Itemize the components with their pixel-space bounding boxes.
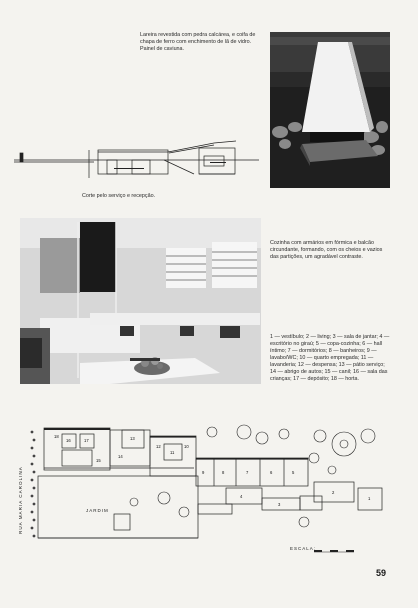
section-caption: Corte pelo serviço e recepção.: [82, 193, 156, 199]
room-number-17: 17: [84, 438, 89, 443]
page-number: 59: [376, 568, 387, 578]
room-number-5: 5: [292, 470, 295, 475]
room-number-15: 15: [96, 458, 101, 463]
room-number-13: 13: [130, 436, 135, 441]
room-number-8: 8: [222, 470, 225, 475]
floor-plan: [14, 418, 392, 568]
room-number-18: 18: [54, 434, 59, 439]
room-number-3: 3: [278, 502, 281, 507]
room-legend: 1 — vestíbulo; 2 — living; 3 — sala de jantar; 4 — escritório no giraú; 5 — copa-cozinha; 6 — hall íntimo; 7 — dormitórios; 8 — banheiros; 9 — lavabo/WC; 10 — quarto empregada; 11 — lavanderia; 12 — despensa; 13 — pátio serviço; 14 — abrigo de autos; 15 — canil; 16 — sala das crianças; 17 — depósito; 18 — horta.: [270, 334, 390, 382]
section-drawing: [14, 138, 262, 188]
room-number-1: 1: [368, 496, 371, 501]
fireplace-photo: [270, 32, 390, 188]
kitchen-caption: Cozinha com armários em fórmica e balcão circundante, formando, com os cheios e vazios das partições, um agradável contraste.: [270, 240, 383, 260]
room-number-14: 14: [118, 454, 123, 459]
room-number-9: 9: [202, 470, 205, 475]
room-number-6: 6: [270, 470, 273, 475]
kitchen-photo: [20, 218, 261, 384]
room-number-4: 4: [240, 494, 243, 499]
garden-label: JARDIM: [86, 508, 109, 513]
room-number-10: 10: [184, 444, 189, 449]
street-label: RUA MARIA CAROLINA: [18, 466, 23, 534]
room-number-12: 12: [156, 444, 161, 449]
room-number-7: 7: [246, 470, 249, 475]
room-number-11: 11: [170, 450, 175, 455]
room-number-16: 16: [66, 438, 71, 443]
room-number-2: 2: [332, 490, 335, 495]
fireplace-caption: Lareira revestida com pedra calcárea, e coifa de chapa de ferro com enchimento de lã de vidro. Painel de caviuna.: [140, 32, 256, 52]
scale-label: ESCALA:: [290, 546, 317, 551]
